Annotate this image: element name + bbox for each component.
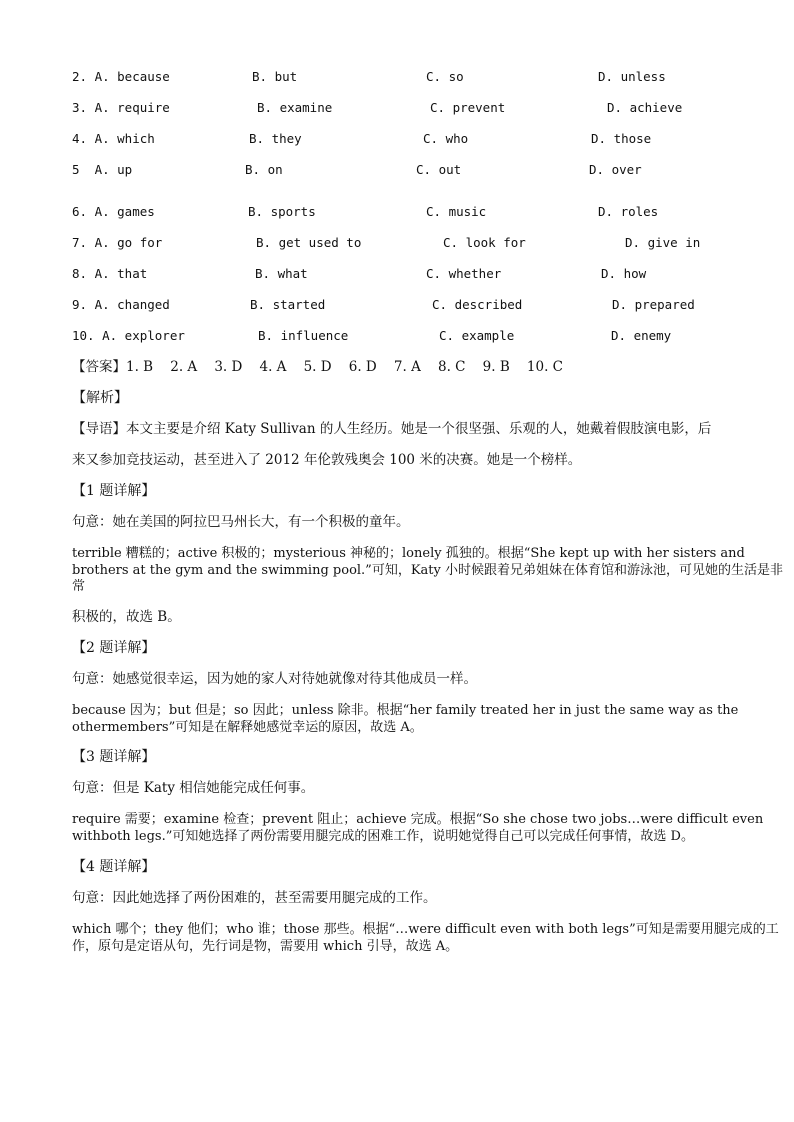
option-c: C. music (426, 204, 487, 219)
option-a: 7. A. go for (72, 235, 163, 250)
q3-explanation: require 需要；examine 检查；prevent 阻止；achieve 完成。根据“So she chose two jobs…were difficult even withboth legs.”可知她选择了两份需要用腿完成的困难工作，说明她觉得自己可以完成任何事情，故选 D。 (72, 812, 764, 844)
option-b: B. examine (257, 100, 333, 115)
option-a: 3. A. require (72, 100, 170, 115)
option-row-4 (0, 131, 794, 149)
option-a: 6. A. games (72, 204, 155, 219)
option-b: B. started (250, 297, 326, 312)
option-b: B. on (245, 162, 283, 177)
option-a: 5 A. up (72, 162, 133, 177)
q1-conclusion: 积极的，故选 B。 (72, 609, 181, 625)
option-a: 9. A. changed (72, 297, 170, 312)
option-b: B. get used to (256, 235, 362, 250)
option-row-10 (0, 328, 794, 346)
option-a: 4. A. which (72, 131, 155, 146)
option-b: B. but (252, 69, 298, 84)
analysis-label: 【解析】 (72, 390, 128, 406)
q2-meaning: 句意：她感觉很幸运，因为她的家人对待她就像对待其他成员一样。 (72, 671, 477, 687)
option-c: C. whether (426, 266, 502, 281)
option-d: D. enemy (611, 328, 672, 343)
option-c: C. example (439, 328, 515, 343)
option-c: C. so (426, 69, 464, 84)
option-b: B. what (255, 266, 308, 281)
answer-line: 【答案】1. B 2. A 3. D 4. A 5. D 6. D 7. A 8. C 9. B 10. C (72, 359, 564, 375)
option-d: D. roles (598, 204, 659, 219)
option-d: D. prepared (612, 297, 695, 312)
q1-heading: 【1 题详解】 (72, 483, 156, 499)
option-c: C. described (432, 297, 523, 312)
q4-heading: 【4 题详解】 (72, 859, 156, 875)
option-d: D. give in (625, 235, 701, 250)
option-d: D. how (601, 266, 647, 281)
option-d: D. over (589, 162, 642, 177)
option-c: C. out (416, 162, 462, 177)
option-row-7 (0, 235, 794, 253)
q2-explanation: because 因为；but 但是；so 因此；unless 除非。根据“her family treated her in just the same way as the othermembers”可知是在解释她感觉幸运的原因，故选 A。 (72, 703, 739, 735)
q3-meaning: 句意：但是 Katy 相信她能完成任何事。 (72, 780, 315, 796)
option-c: C. who (423, 131, 469, 146)
q3-heading: 【3 题详解】 (72, 749, 156, 765)
intro-line-2: 来又参加竞技运动，甚至进入了 2012 年伦敦残奥会 100 米的决赛。她是一个榜样。 (72, 452, 582, 468)
option-c: C. look for (443, 235, 526, 250)
option-a: 2. A. because (72, 69, 170, 84)
q2-heading: 【2 题详解】 (72, 640, 156, 656)
option-d: D. achieve (607, 100, 683, 115)
option-d: D. those (591, 131, 652, 146)
option-row-8 (0, 266, 794, 284)
option-b: B. sports (248, 204, 316, 219)
option-row-5 (0, 162, 794, 180)
option-b: B. influence (258, 328, 349, 343)
option-a: 8. A. that (72, 266, 148, 281)
option-d: D. unless (598, 69, 666, 84)
option-row-2 (0, 69, 794, 87)
option-row-9 (0, 297, 794, 315)
option-b: B. they (249, 131, 302, 146)
q1-meaning: 句意：她在美国的阿拉巴马州长大，有一个积极的童年。 (72, 514, 410, 530)
q1-explanation: terrible 糟糕的；active 积极的；mysterious 神秘的；lonely 孤独的。根据“She kept up with her sisters and brothers at the gym and the swimming pool.”可知，Katy 小时候跟着兄弟姐妹在体育馆和游泳池，可见她的生活是非常 (72, 546, 783, 594)
option-a: 10. A. explorer (72, 328, 185, 343)
q4-meaning: 句意：因此她选择了两份困难的，甚至需要用腿完成的工作。 (72, 890, 437, 906)
q4-explanation: which 哪个；they 他们；who 谁；those 那些。根据“…were difficult even with both legs”可知是需要用腿完成的工作，原句是定语从句，先行词是物，需要用 which 引导，故选 A。 (72, 922, 779, 954)
option-c: C. prevent (430, 100, 506, 115)
option-row-6 (0, 204, 794, 222)
option-row-3 (0, 100, 794, 118)
intro-line-1: 【导语】本文主要是介绍 Katy Sullivan 的人生经历。她是一个很坚强、乐观的人，她戴着假肢演电影，后 (72, 421, 712, 437)
